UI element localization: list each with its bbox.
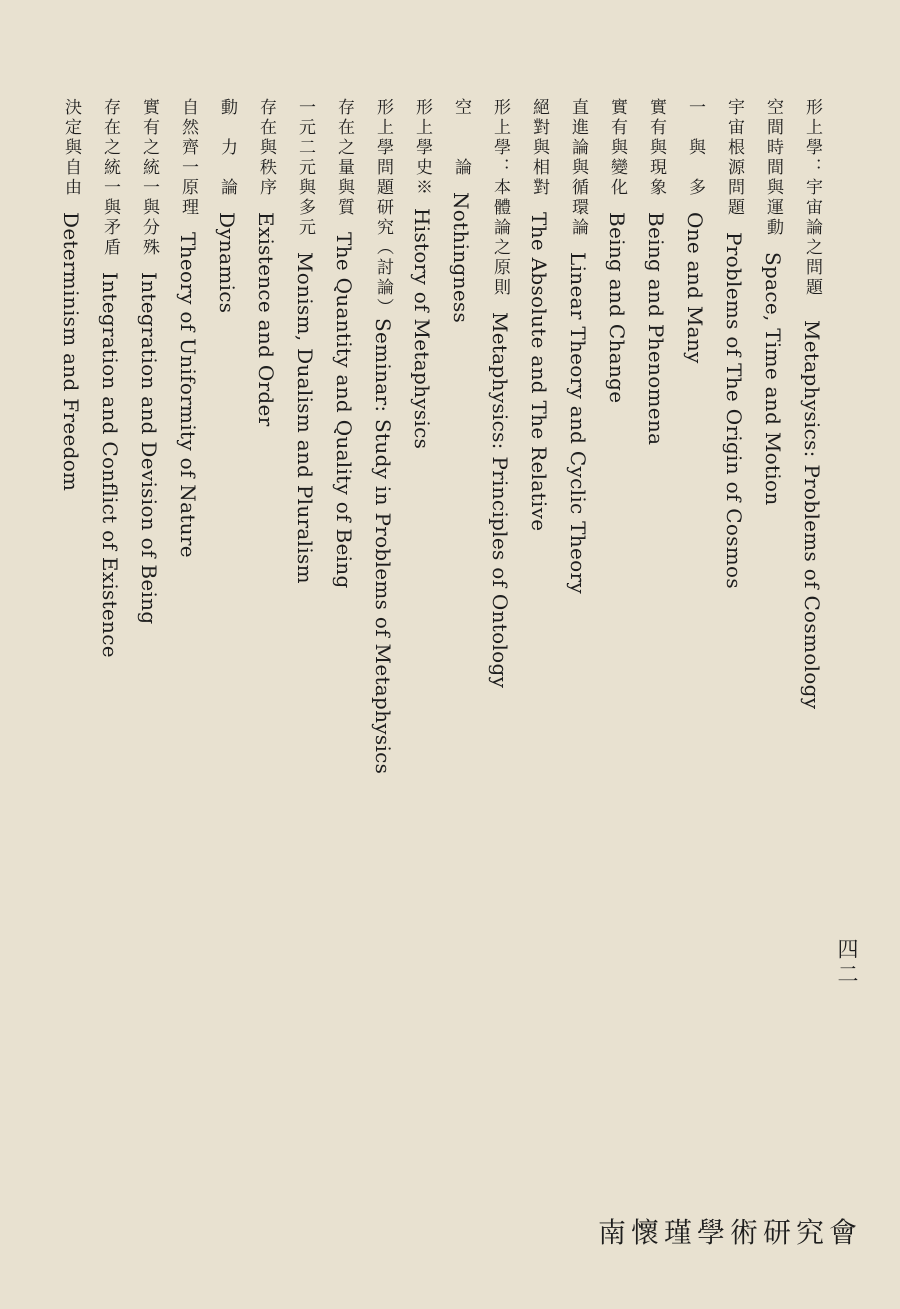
course-title-en: Being and Change: [605, 212, 629, 404]
course-entry: [529, 98, 549, 531]
course-entry: [373, 98, 393, 774]
course-title-en: Metaphysics: Principles of Ontology: [488, 312, 512, 689]
course-title-en: Linear Theory and Cyclic Theory: [566, 252, 590, 594]
course-title-zh: 存在之統一與矛盾: [100, 98, 120, 258]
course-title-zh: 實有與現象: [646, 98, 666, 198]
course-title-zh: 空 論: [451, 98, 471, 178]
course-title-zh: 決定與自由: [61, 98, 81, 198]
course-title-en: The Quantity and Quality of Being: [332, 232, 356, 589]
course-title-zh: 形上學：本體論之原則: [490, 98, 510, 298]
course-title-en: Integration and Conflict of Existence: [98, 272, 122, 658]
course-title-zh: 一 與 多: [685, 98, 705, 198]
course-title-en: Space, Time and Motion: [761, 252, 785, 506]
course-title-en: History of Metaphysics: [410, 208, 434, 450]
course-entry: [256, 98, 276, 427]
course-title-en: Problems of The Origin of Cosmos: [722, 232, 746, 589]
course-entry: [490, 98, 510, 688]
course-entry: [451, 98, 471, 323]
course-title-zh: 宇宙根源問題: [724, 98, 744, 218]
course-title-zh: 實有之統一與分殊: [139, 98, 159, 258]
course-title-zh: 空間時間與運動: [763, 98, 783, 238]
course-title-zh: 存在與秩序: [256, 98, 276, 198]
course-entry: [724, 98, 744, 589]
course-title-en: Monism, Dualism and Pluralism: [293, 252, 317, 584]
course-entry: [334, 98, 354, 589]
course-entry: [607, 98, 627, 403]
course-entry: [295, 98, 315, 584]
course-title-zh: 絕對與相對: [529, 98, 549, 198]
course-title-zh: 形上學史※: [412, 98, 432, 198]
course-entry: [685, 98, 705, 364]
course-title-en: Nothingness: [449, 192, 473, 324]
institution-name: 南懷瑾學術研究會: [597, 1216, 862, 1249]
course-title-zh: 存在之量與質: [334, 98, 354, 218]
course-entry: [100, 98, 120, 658]
course-entry: [568, 98, 588, 594]
course-entry: [217, 98, 237, 313]
course-title-en: Integration and Devision of Being: [137, 272, 161, 625]
course-entry: [139, 98, 159, 624]
course-title-zh: 實有與變化: [607, 98, 627, 198]
course-title-en: Determinism and Freedom: [59, 212, 83, 492]
course-entry: [61, 98, 81, 491]
course-entry: [412, 98, 432, 449]
course-title-zh: 形上學問題研究（討論）: [373, 98, 393, 318]
course-title-en: Theory of Uniformity of Nature: [176, 232, 200, 558]
page-number: 四二: [835, 938, 859, 988]
course-title-zh: 形上學：宇宙論之問題: [802, 98, 822, 298]
course-title-en: Seminar: Study in Problems of Metaphysics: [371, 318, 395, 775]
course-entry: [802, 98, 822, 709]
course-title-en: Dynamics: [215, 212, 239, 314]
course-entry: [646, 98, 666, 445]
course-title-zh: 直進論與循環論: [568, 98, 588, 238]
course-entry: [178, 98, 198, 558]
course-title-en: The Absolute and The Relative: [527, 212, 551, 532]
course-title-en: Metaphysics: Problems of Cosmology: [800, 320, 824, 710]
course-title-en: Being and Phenomena: [644, 212, 668, 446]
course-title-zh: 一元二元與多元: [295, 98, 315, 238]
course-entry: [763, 98, 783, 506]
course-title-en: One and Many: [683, 212, 707, 364]
course-title-zh: 自然齊一原理: [178, 98, 198, 218]
course-title-zh: 動 力 論: [217, 98, 237, 198]
course-title-en: Existence and Order: [254, 212, 278, 427]
